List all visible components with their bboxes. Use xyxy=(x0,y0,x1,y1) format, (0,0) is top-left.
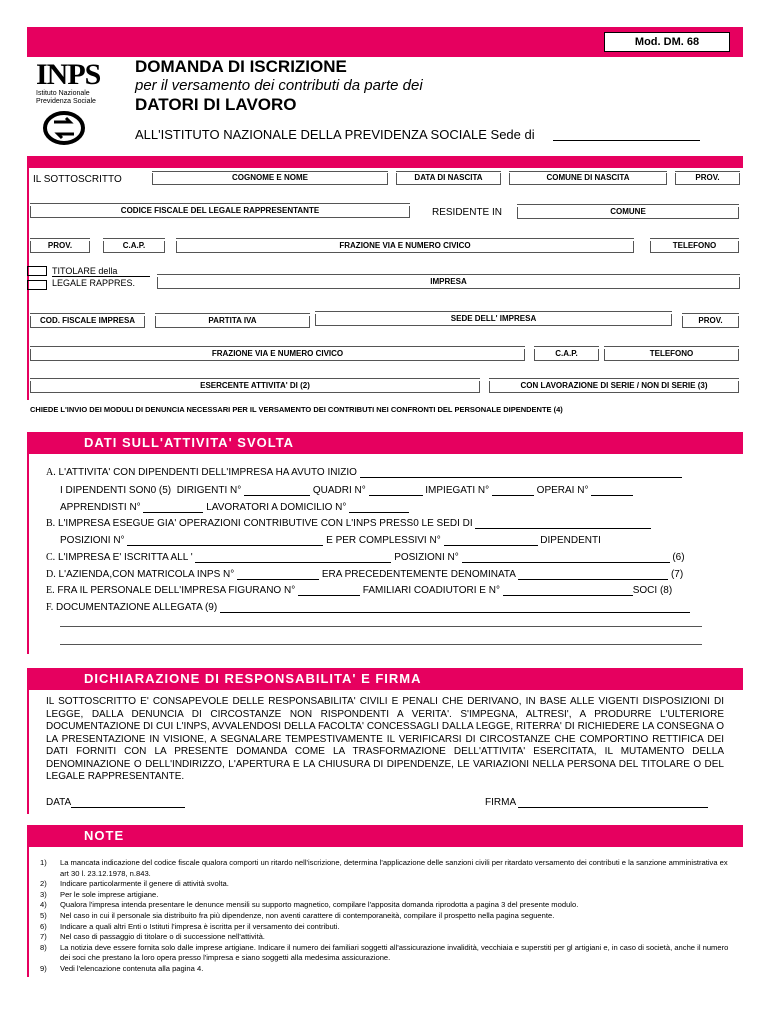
posizioni-label: POSIZIONI N° xyxy=(60,535,125,546)
firma-row xyxy=(485,797,708,808)
impiegati-field[interactable] xyxy=(492,486,534,496)
cap2-label: C.A.P. xyxy=(534,349,599,361)
quadri-field[interactable] xyxy=(369,486,423,496)
row-c xyxy=(46,552,685,563)
activity-heading xyxy=(27,432,743,454)
soci-field[interactable] xyxy=(503,586,633,596)
f-text: DOCUMENTAZIONE ALLEGATA (9) xyxy=(56,602,218,613)
quadri-label: QUADRI N° xyxy=(312,485,366,496)
operai-label: OPERAI N° xyxy=(536,485,589,496)
cap2-field[interactable] xyxy=(534,346,599,347)
sedi-field[interactable] xyxy=(475,519,651,529)
logo-subtitle-1: Istituto Nazionale xyxy=(36,90,90,97)
letter-a: A. xyxy=(46,467,56,478)
row-a-2 xyxy=(60,485,633,496)
note-item: 9) Vedi l'elencazione contenuta alla pagina 4. xyxy=(40,963,204,973)
row-a xyxy=(46,467,682,478)
cap-field[interactable] xyxy=(103,238,165,239)
comune-nascita-label: COMUNE DI NASCITA xyxy=(509,173,667,185)
e-note: SOCI (8) xyxy=(632,585,673,596)
lavorazione-label: CON LAVORAZIONE DI SERIE / NON DI SERIE (3) xyxy=(489,381,739,393)
ente-field[interactable] xyxy=(195,553,391,563)
documentazione-line-3[interactable] xyxy=(60,644,702,645)
row-f xyxy=(46,602,690,613)
frazione-label: FRAZIONE VIA E NUMERO CIVICO xyxy=(176,241,634,253)
comune-label: COMUNE xyxy=(517,207,739,219)
row-b xyxy=(46,518,651,529)
legale-checkbox[interactable] xyxy=(27,280,47,290)
logo-subtitle-2: Previdenza Sociale xyxy=(36,98,96,105)
letter-d: D. xyxy=(46,569,56,580)
frazione2-field[interactable] xyxy=(30,346,525,347)
matricola-field[interactable] xyxy=(237,570,319,580)
letter-c: C. xyxy=(46,552,56,563)
d-text-2: ERA PRECEDENTEMENTE DENOMINATA xyxy=(321,569,516,580)
row-b-2 xyxy=(60,535,601,546)
data-field[interactable] xyxy=(71,798,185,808)
letter-f: F. xyxy=(46,602,54,613)
cognome-nome-field[interactable] xyxy=(152,171,388,172)
c-text: L'IMPRESA E' ISCRITTA ALL ' xyxy=(57,552,193,563)
a-text: L'ATTIVITA' CON DIPENDENTI DELL'IMPRESA HA AVUTO INIZIO xyxy=(58,467,357,478)
telefono-label: TELEFONO xyxy=(650,241,739,253)
partita-iva-field[interactable] xyxy=(155,313,310,314)
impresa-field[interactable] xyxy=(157,274,740,275)
dirigenti-label: DIRIGENTI N° xyxy=(176,485,242,496)
notes-list xyxy=(40,858,730,975)
form-title-2: DATORI DI LAVORO xyxy=(135,95,297,114)
lavorazione-field[interactable] xyxy=(489,378,739,379)
lav-domicilio-field[interactable] xyxy=(349,503,409,513)
notes-heading-text: NOTE xyxy=(84,828,125,843)
b-text: L'IMPRESA ESEGUE GIA' OPERAZIONI CONTRIBUTIVE CON L'INPS PRESS0 LE SEDI DI xyxy=(57,518,473,529)
note-item: 5) Nel caso in cui il personale sia distribuito fra più dipendenze, non aventi carattere di contemporaneità, compilare il prospetto nella pagina seguente. xyxy=(40,910,555,920)
logo-text: INPS xyxy=(36,58,101,91)
letter-b: B. xyxy=(46,518,56,529)
operai-field[interactable] xyxy=(591,486,633,496)
inizio-field[interactable] xyxy=(360,468,682,478)
data-label: DATA xyxy=(46,797,72,808)
telefono2-field[interactable] xyxy=(604,346,739,347)
familiari-field[interactable] xyxy=(298,586,360,596)
complessivi-field[interactable] xyxy=(444,536,538,546)
comune-nascita-field[interactable] xyxy=(509,171,667,172)
documentazione-line-2[interactable] xyxy=(60,626,702,627)
letter-e: E. xyxy=(46,585,55,596)
cap-label: C.A.P. xyxy=(103,241,165,253)
sede-impresa-field[interactable] xyxy=(315,311,672,312)
impiegati-label: IMPIEGATI N° xyxy=(425,485,490,496)
apprendisti-field[interactable] xyxy=(143,503,203,513)
telefono2-label: TELEFONO xyxy=(604,349,739,361)
dip-sono-label: I DIPENDENTI SON0 (5) xyxy=(60,485,172,496)
prov-label: PROV. xyxy=(675,173,740,185)
frazione-field[interactable] xyxy=(176,238,634,239)
note-item: 1) La mancata indicazione del codice fiscale qualora comporti un ritardo nell'iscrizione, determina l'applicazione delle sanzioni civili per ritardato versamento dei contributi e la sanzione amministrativa ex art 30 l. 23.12.1978, n.843. xyxy=(40,858,728,878)
codice-fiscale-legale-field[interactable] xyxy=(30,203,410,204)
inps-logo xyxy=(36,60,108,146)
form-subtitle: per il versamento dei contributi da parte dei xyxy=(135,77,423,94)
prov3-label: PROV. xyxy=(682,316,739,328)
residente-in-label: RESIDENTE IN xyxy=(432,207,503,218)
e-text-2: FAMILIARI COADIUTORI E N° xyxy=(362,585,500,596)
form-code: Mod. DM. 68 xyxy=(604,32,730,52)
documentazione-field[interactable] xyxy=(220,603,690,613)
row-a-3 xyxy=(60,502,409,513)
notes-heading xyxy=(27,825,743,847)
declaration-text: IL SOTTOSCRITTO E' CONSAPEVOLE DELLE RESPONSABILITA' CIVILI E PENALI CHE DERIVANO, IN BASE ALLE VIGENTI DISPOSIZIONI DI LEGGE, DALLA DENUNCIA DI CIRCOSTANZE NON RISPONDENTI A VERITA'. S'IMPEGNA, ALTRESI', A PRODURRE L'ULTERIORE DOCUMENTAZIONE DI CUI L'INPS, AVVALENDOSI DELLA FACOLTA' CONCESSAGLI DALLA LEGGE, RITERRA' DI RICHIEDERE LA CONSEGNA O LA PRESENTAZIONE IN VISIONE, A SEGNALARE TEMPESTIVAMENTE IL VERIFICARSI DI CIRCOSTANZE CHE COMPORTINO RETTIFICA DEI DATI FORNITI CON LA PRESENTE DOMANDA COME LA TRASFORMAZIONE DELL'ATTIVITA' ESERCITATA, IL MUTAMENTO DELLA DENOMINAZIONE O DELL'INDIRIZZO, L'APERTURA E LA CHIUSURA DI DIPENDENZE, LE VARIAZIONI NELLA PERSONA DEL TITOLARE O DEL LEGALE RAPPRESENTANTE. xyxy=(46,696,724,782)
declaration-frame xyxy=(27,690,29,814)
titolare-label: TITOLARE della xyxy=(52,266,150,277)
cod-fiscale-impresa-label: COD. FISCALE IMPRESA xyxy=(30,316,145,328)
e-text: FRA IL PERSONALE DELL'IMPRESA FIGURANO N° xyxy=(57,585,296,596)
d-note: (7) xyxy=(670,569,684,580)
note-item: 3) Per le sole imprese artigiane. xyxy=(40,889,159,899)
activity-frame xyxy=(27,454,29,654)
note-item: 8) La notizia deve essere fornita solo dalle imprese artigiane. Indicare il numero dei familiari soggetti all'assicurazione invalidità, vecchiaia e superstiti per gl artigiani e, in caso di società, anche il numero dei soci che prestano la loro opera presso l'impresa e siano soggetti alla medesima assicurazione. xyxy=(40,942,729,963)
partita-iva-label: PARTITA IVA xyxy=(155,316,310,328)
data-nascita-field[interactable] xyxy=(396,171,501,172)
prov3-field[interactable] xyxy=(682,313,739,314)
declaration-heading-text: DICHIARAZIONE DI RESPONSABILITA' E FIRMA xyxy=(84,671,422,686)
addressee: ALL'ISTITUTO NAZIONALE DELLA PREVIDENZA SOCIALE Sede di xyxy=(135,127,535,142)
prov-field[interactable] xyxy=(675,171,740,172)
prov2-field[interactable] xyxy=(30,238,90,239)
data-nascita-label: DATA DI NASCITA xyxy=(396,173,501,185)
frazione2-label: FRAZIONE VIA E NUMERO CIVICO xyxy=(30,349,525,361)
dirigenti-field[interactable] xyxy=(244,486,310,496)
impresa-label: IMPRESA xyxy=(157,277,740,289)
form-title: DOMANDA DI ISCRIZIONE xyxy=(135,57,347,76)
firma-label: FIRMA xyxy=(485,797,516,808)
prov2-label: PROV. xyxy=(30,241,90,253)
pink-left-border xyxy=(27,156,29,400)
note-item: 7) Nel caso di passaggio di titolare o di successione nell'attività. xyxy=(40,932,265,942)
activity-heading-text: DATI SULL'ATTIVITA' SVOLTA xyxy=(84,435,295,450)
sede-impresa-label: SEDE DELL' IMPRESA xyxy=(315,314,672,326)
complessivi-label: E PER COMPLESSIVI N° xyxy=(326,535,441,546)
row-d xyxy=(46,569,683,580)
posizioni-field[interactable] xyxy=(127,536,323,546)
telefono-field[interactable] xyxy=(650,238,739,239)
request-text: CHIEDE L'INVIO DEI MODULI DI DENUNCIA NECESSARI PER IL VERSAMENTO DEI CONTRIBUTI NEI CONFRONTI DEL PERSONALE DIPENDENTE (4) xyxy=(30,405,563,414)
note-item: 2) Indicare particolarmente il genere di attività svolta. xyxy=(40,879,229,889)
note-item: 6) Indicare a quali altri Enti o Istituti l'impresa è iscritta per il versamento dei contributi. xyxy=(40,921,340,931)
intro-label: IL SOTTOSCRITTO xyxy=(33,174,122,185)
dipendenti-label: DIPENDENTI xyxy=(540,535,601,546)
esercente-field[interactable] xyxy=(30,378,480,379)
comune-field[interactable] xyxy=(517,204,739,205)
lav-domicilio-label: LAVORATORI A DOMICILIO N° xyxy=(206,502,347,513)
c-note: (6) xyxy=(672,552,685,563)
sede-field[interactable] xyxy=(553,140,700,141)
notes-frame xyxy=(27,847,29,977)
data-row xyxy=(46,797,185,808)
denominata-field[interactable] xyxy=(518,570,668,580)
firma-field[interactable] xyxy=(518,798,708,808)
declaration-heading xyxy=(27,668,743,690)
legale-label: LEGALE RAPPRES. xyxy=(52,278,136,288)
posizioni2-field[interactable] xyxy=(462,553,670,563)
titolare-checkbox[interactable] xyxy=(27,266,47,276)
cod-fiscale-impresa-field[interactable] xyxy=(30,313,145,314)
codice-fiscale-legale-label: CODICE FISCALE DEL LEGALE RAPPRESENTANTE xyxy=(30,206,410,218)
cognome-nome-label: COGNOME E NOME xyxy=(152,173,388,185)
pink-rule xyxy=(27,156,743,168)
arrows-circle-icon xyxy=(42,110,86,146)
apprendisti-label: APPRENDISTI N° xyxy=(60,502,141,513)
esercente-label: ESERCENTE ATTIVITA' DI (2) xyxy=(30,381,480,393)
note-item: 4) Qualora l'impresa intenda presentare le denunce mensili su supporto magnetico, compilare l'apposita domanda riprodotta a pagina 3 del presente modulo. xyxy=(40,900,579,910)
d-text: L'AZIENDA,CON MATRICOLA INPS N° xyxy=(58,569,235,580)
posizioni2-label: POSIZIONI N° xyxy=(394,552,459,563)
row-e xyxy=(46,585,672,596)
